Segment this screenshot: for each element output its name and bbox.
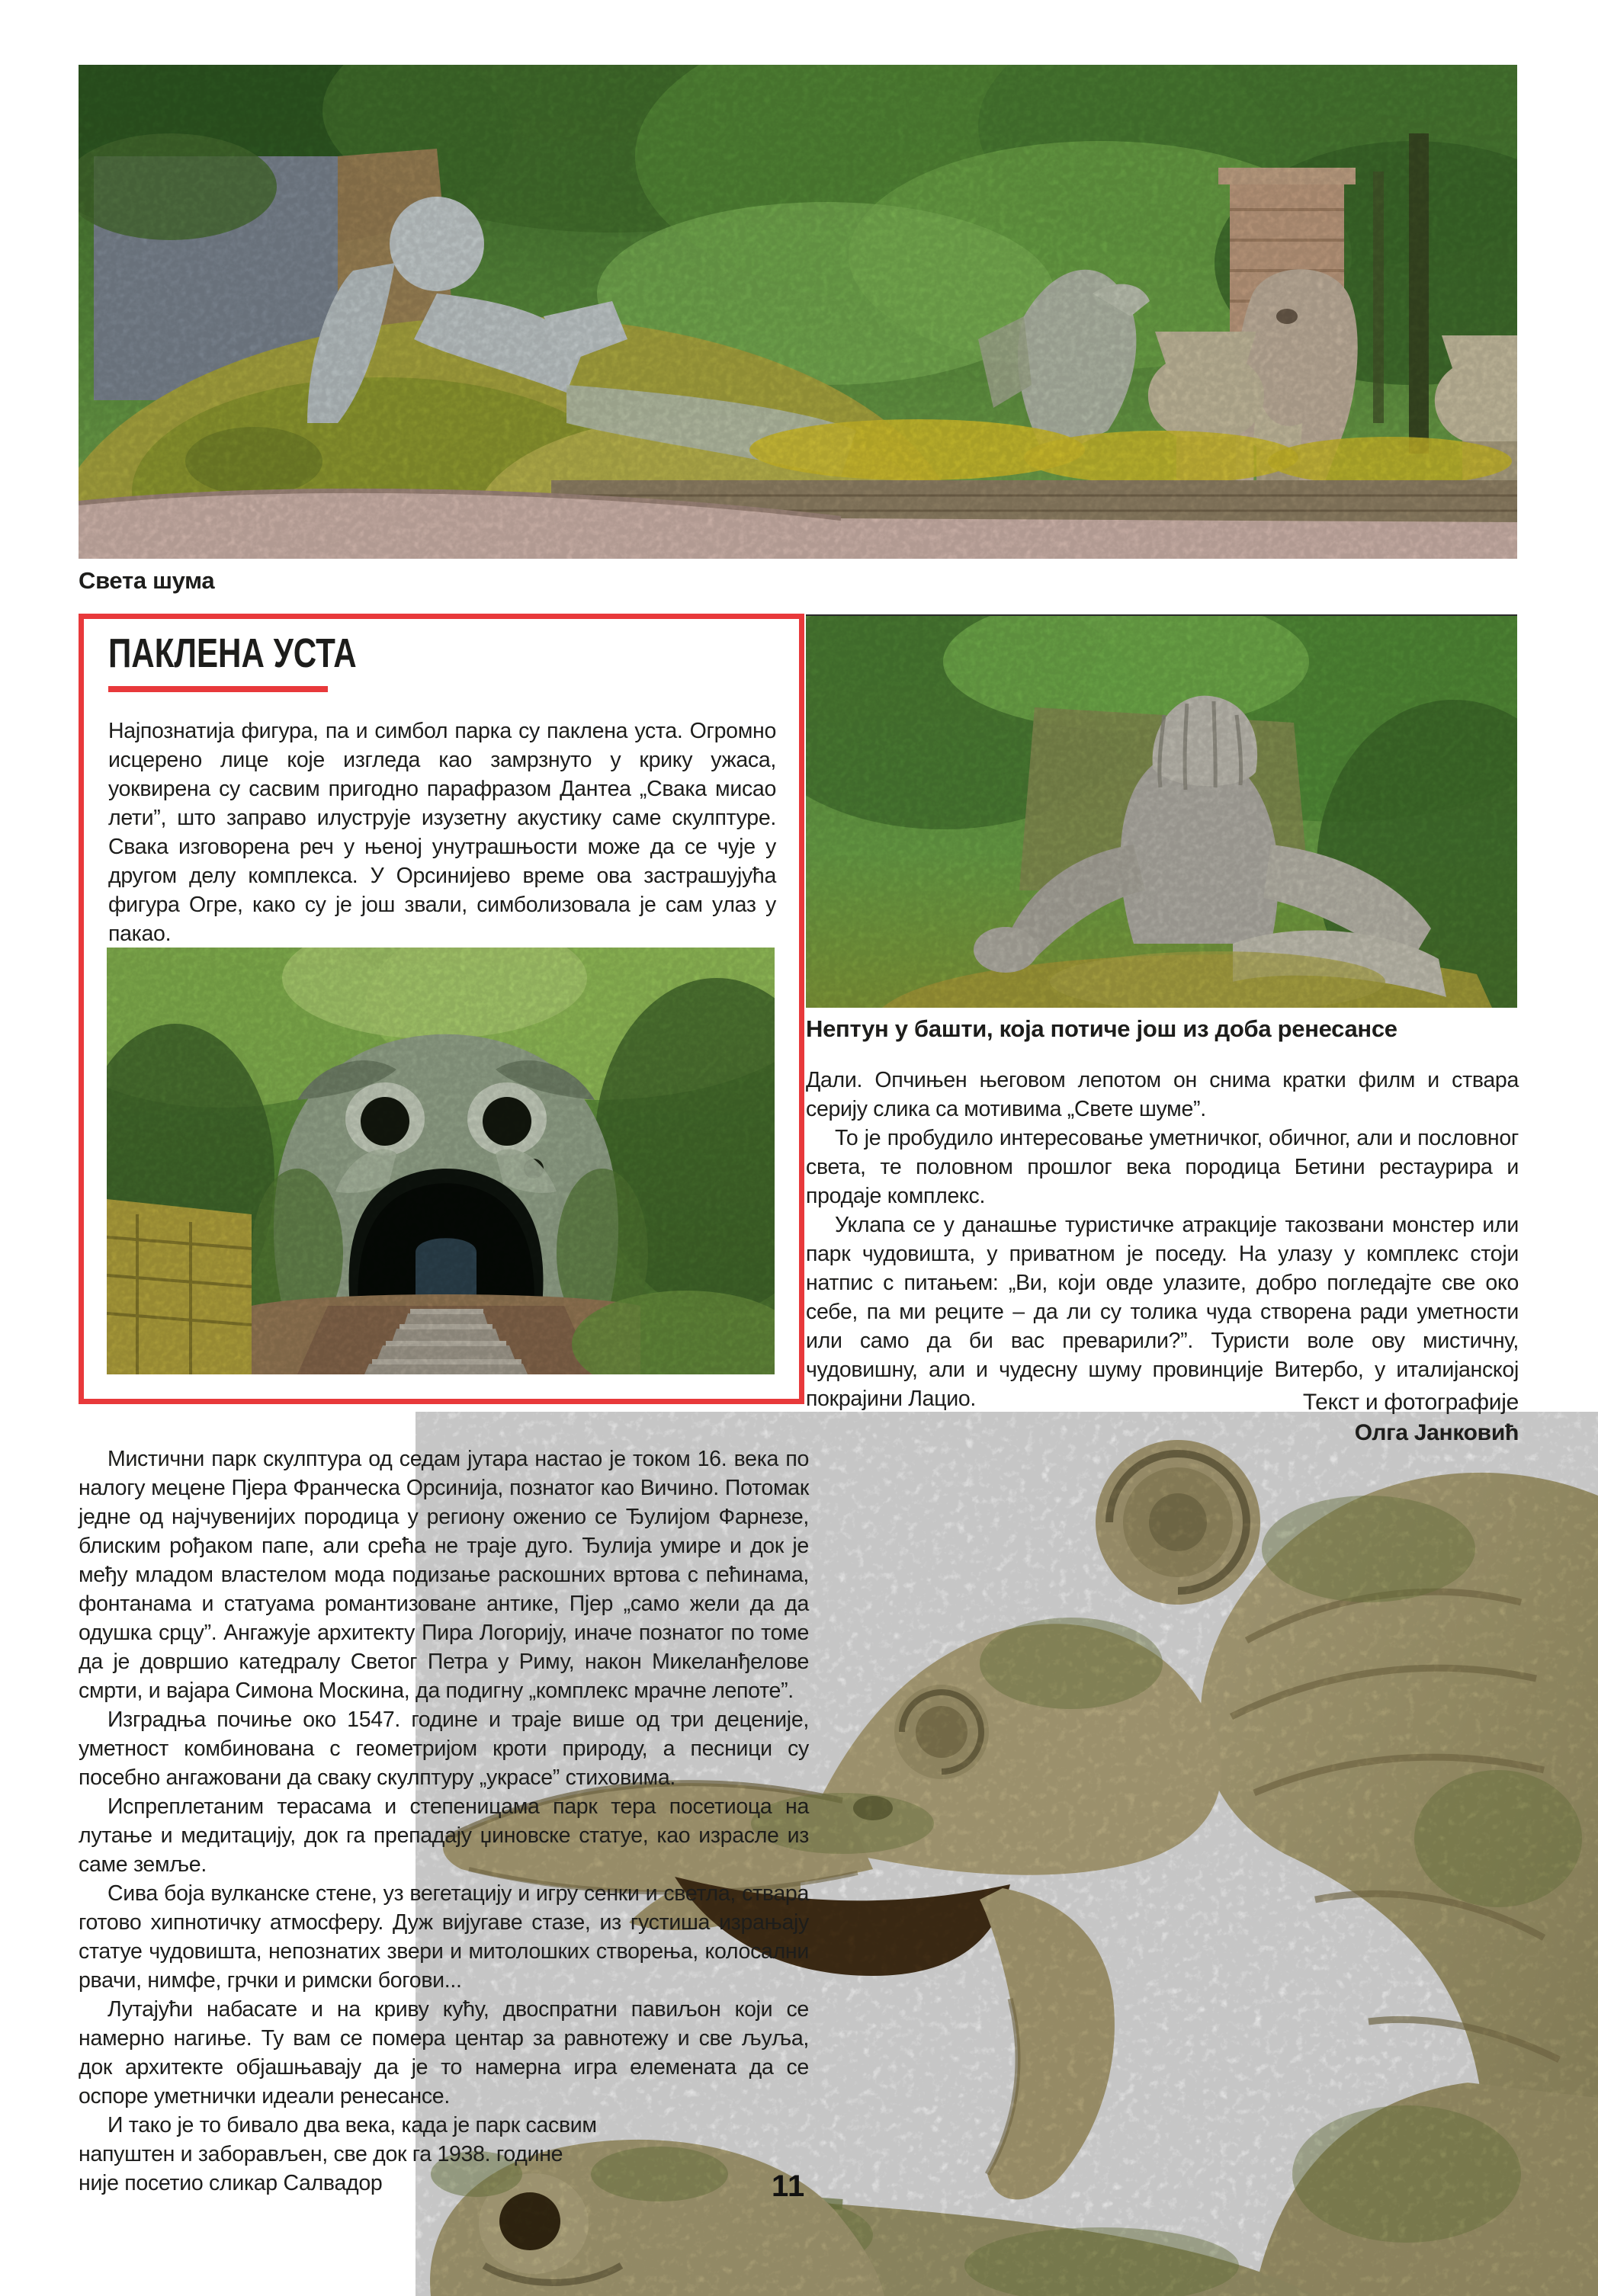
left-column xyxy=(79,1445,809,2198)
right-paragraph: То је пробудило интересовање уметничког, обичног, али и пословног света, те половном прошлог века породица Бетини рестаурира и продаје комплекс. xyxy=(806,1126,1519,1208)
left-paragraph: И тако је то бивало два века, када је парк сасвим напуштен и заборављен, све док га 1938. године није посетио сликар Салвадор xyxy=(79,2113,597,2195)
left-paragraph: Сива боја вулканске стене, уз вегетацију и игру сенки и светла, ствара готово хипнотичку атмосферу. Дуж вијугаве стазе, из густиша израњају статуе чудовишта, непознатих звери и митолошких створења, колосални рвачи, нимфе, грчки и римски богови... xyxy=(79,1881,809,1993)
right-column xyxy=(806,1066,1519,1413)
left-paragraph: Изградња почиње око 1547. године и траје више од три деценије, уметност комбинована с геометријом кроти природу, а песници су посебно ангажовани да сваку скулптуру „украсе” стиховима. xyxy=(79,1708,809,1790)
title-rule xyxy=(108,686,328,692)
byline-name: Олга Јанковић xyxy=(1354,1420,1519,1445)
left-paragraph: Испреплетаним терасама и степеницама парк тера посетиоца на лутање и медитацију, док га препадају џиновске статуе, као израсле из саме земље. xyxy=(79,1794,809,1877)
sacred-grove-photo xyxy=(79,65,1517,559)
left-paragraph: Лутајући набасате и на криву кућу, двоспратни павиљон који се намерно нагиње. Ту вам се помера центар за равнотежу и све љуља, док архитекте објашњавају да је то намерна игра елемената да се оспоре уметнички идеали ренесансе. xyxy=(79,1997,809,2108)
orco-mouth-art xyxy=(107,948,775,1374)
page-number: 11 xyxy=(772,2169,806,2203)
neptune-photo xyxy=(806,614,1517,1008)
sacred-grove-art xyxy=(79,65,1517,559)
left-paragraph: Мистични парк скулптура од седам јутара настао је током 16. века по налогу мецене Пјера Франческа Орсинија, познатог као Вичино. Потомак једне од најчувенијих породица у региону оженио се Ђулијом Фарнезе, блиским рођаком папе, али срећа не траје дуго. Ђулија умире и док је међу младом властелом мода подизање раскошних вртова с пећинама, фонтанама и статуама романтизоване антике, Пјер „само жели да да одушка срцу”. Ангажује архитекту Пира Логорију, иначе познатог по томе да је довршио катедралу Светог Петра у Риму, након Микеланђелове смрти, и вајара Симона Москина, да подигну „комплекс мрачне лепоте”. xyxy=(79,1447,809,1703)
hell-mouth-box xyxy=(79,614,804,1404)
top-photo-caption: Света шума xyxy=(79,567,215,594)
neptune-photo-caption: Нептун у башти, која потиче још из доба ренесансе xyxy=(806,1015,1397,1042)
box-body-text: Најпознатија фигура, па и симбол парка су паклена уста. Огромно исцерено лице које изгледа као замрзнуто у крику ужаса, уоквирена су сасвим пригодно парафразом Дантеа „Свака мисао лети”, што заправо илуструје изузетну акустику саме скулптуре. Свака изговорена реч у њеној унутрашњости може да се чује у другом делу комплекса. У Орсинијево време ова застрашујућа фигура Огре, како су је још звали, симболизовала је сам улаз у пакао. xyxy=(108,719,776,946)
byline-label: Текст и фотографије xyxy=(1302,1390,1519,1415)
right-paragraph: Дали. Опчињен његовом лепотом он снима кратки филм и ствара серију слика са мотивима „Свете шуме”. xyxy=(806,1068,1519,1121)
right-paragraph: Уклапа се у данашње туристичке атракције такозвани монстер или парк чудовишта, у приватном је поседу. На улазу у комплекс стоји натпис с питањем: „Ви, који овде улазите, добро погледајте све око себе, па ми реците – да ли су толика чуда створена ради уметности или само да би вас преварили?”. Туристи воле ову мистичну, чудовишну, али и чудесну шуму провинције Витербо, у италијанској покрајини Лацио. xyxy=(806,1213,1519,1411)
box-title: ПАКЛЕНА УСТА xyxy=(108,630,357,676)
neptune-art xyxy=(806,616,1517,1008)
orco-mouth-photo xyxy=(107,948,775,1374)
byline xyxy=(1303,1387,1519,1448)
